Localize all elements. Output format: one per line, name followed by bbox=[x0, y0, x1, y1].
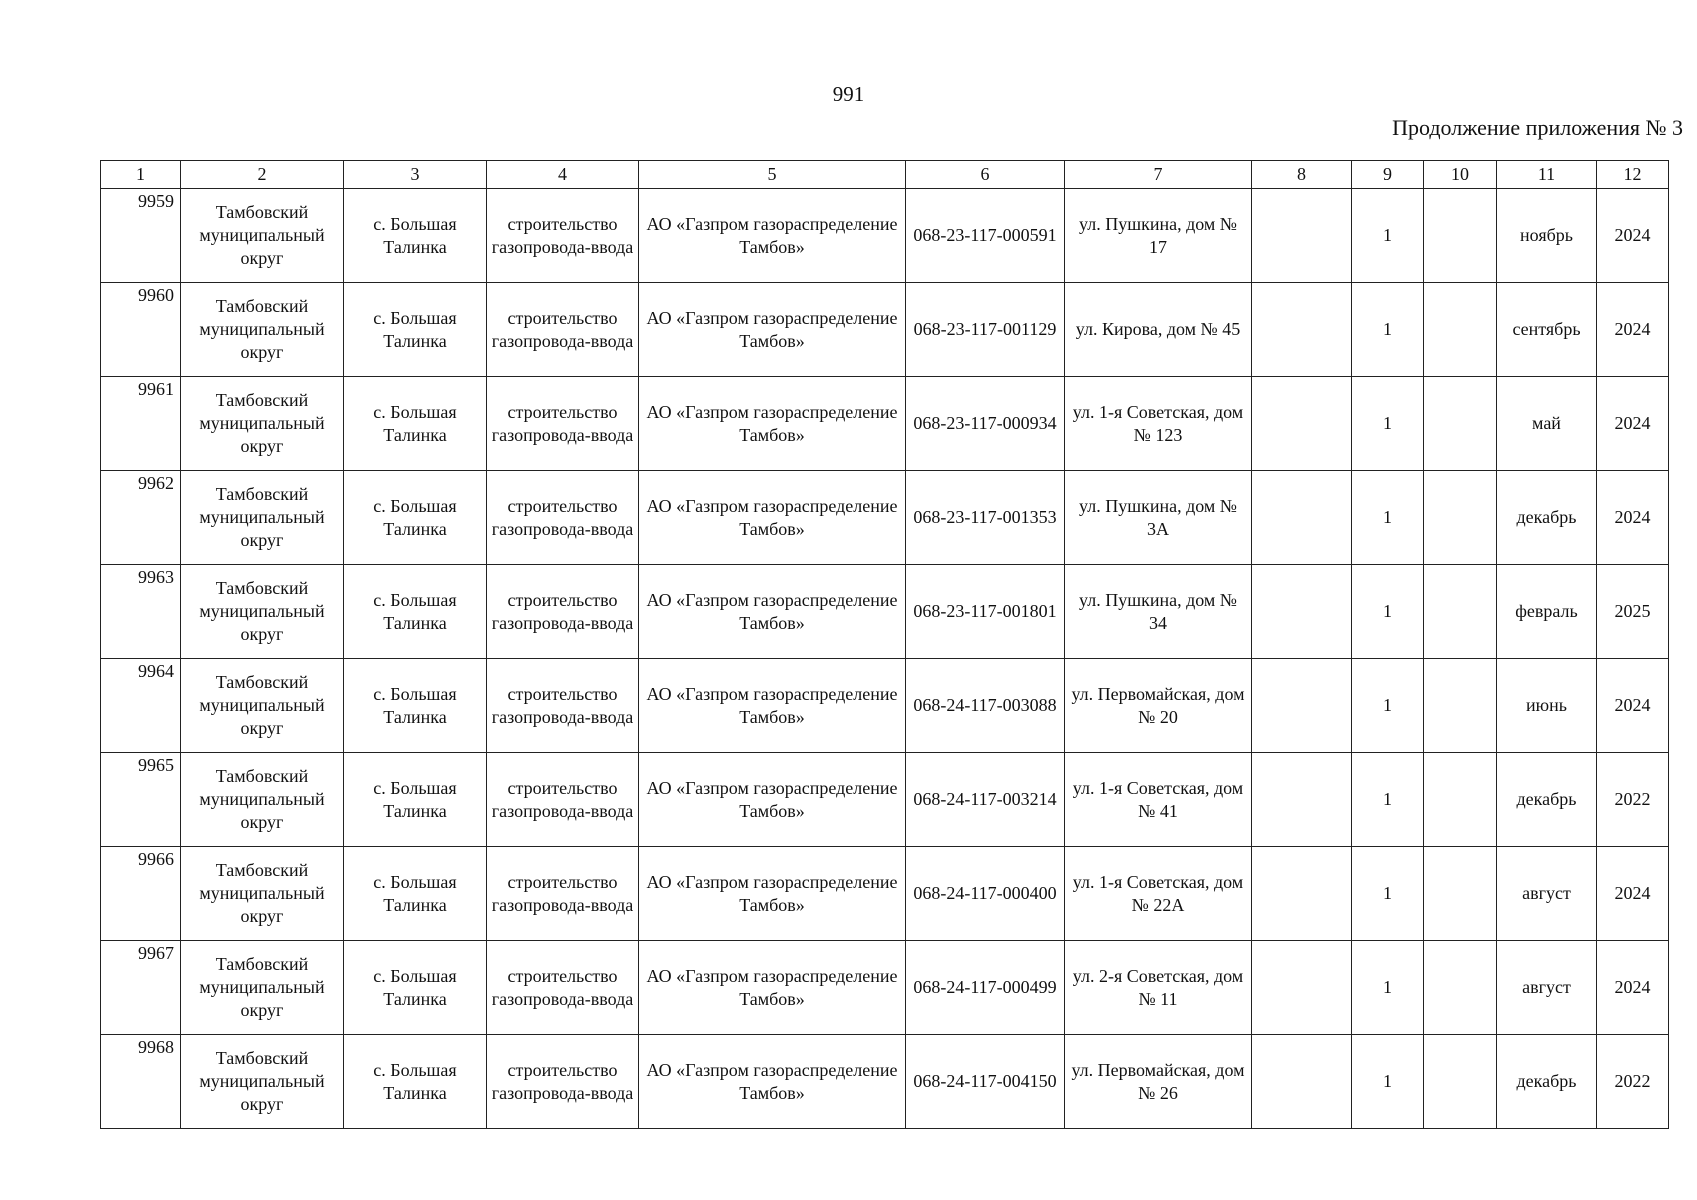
column-9-cell: 1 bbox=[1352, 471, 1424, 565]
code-cell: 068-24-117-004150 bbox=[906, 1035, 1065, 1129]
column-8-cell bbox=[1252, 377, 1352, 471]
column-number-3: 3 bbox=[344, 161, 487, 189]
table-row bbox=[101, 847, 1669, 941]
row-number: 9968 bbox=[101, 1035, 181, 1129]
table-header bbox=[101, 161, 1669, 189]
settlement-cell: с. Большая Талинка bbox=[344, 847, 487, 941]
code-cell: 068-23-117-000591 bbox=[906, 189, 1065, 283]
work-type-cell: строительство газопровода-ввода bbox=[487, 1035, 639, 1129]
column-10-cell bbox=[1424, 941, 1497, 1035]
row-number: 9964 bbox=[101, 659, 181, 753]
registry-table bbox=[100, 160, 1669, 1129]
code-cell: 068-24-117-003214 bbox=[906, 753, 1065, 847]
row-number: 9960 bbox=[101, 283, 181, 377]
table-row bbox=[101, 753, 1669, 847]
column-10-cell bbox=[1424, 1035, 1497, 1129]
address-cell: ул. Пушкина, дом № 3А bbox=[1065, 471, 1252, 565]
work-type-cell: строительство газопровода-ввода bbox=[487, 565, 639, 659]
column-10-cell bbox=[1424, 471, 1497, 565]
column-10-cell bbox=[1424, 565, 1497, 659]
column-10-cell bbox=[1424, 753, 1497, 847]
year-cell: 2024 bbox=[1597, 283, 1669, 377]
district-cell: Тамбовский муниципальный округ bbox=[181, 659, 344, 753]
settlement-cell: с. Большая Талинка bbox=[344, 471, 487, 565]
column-number-10: 10 bbox=[1424, 161, 1497, 189]
column-number-12: 12 bbox=[1597, 161, 1669, 189]
row-number: 9961 bbox=[101, 377, 181, 471]
address-cell: ул. 1-я Советская, дом № 41 bbox=[1065, 753, 1252, 847]
month-cell: февраль bbox=[1497, 565, 1597, 659]
table-row bbox=[101, 941, 1669, 1035]
district-cell: Тамбовский муниципальный округ bbox=[181, 753, 344, 847]
year-cell: 2022 bbox=[1597, 753, 1669, 847]
month-cell: ноябрь bbox=[1497, 189, 1597, 283]
year-cell: 2025 bbox=[1597, 565, 1669, 659]
row-number: 9959 bbox=[101, 189, 181, 283]
year-cell: 2024 bbox=[1597, 471, 1669, 565]
work-type-cell: строительство газопровода-ввода bbox=[487, 189, 639, 283]
code-cell: 068-23-117-001801 bbox=[906, 565, 1065, 659]
settlement-cell: с. Большая Талинка bbox=[344, 283, 487, 377]
organization-cell: АО «Газпром газораспределение Тамбов» bbox=[639, 1035, 906, 1129]
column-number-5: 5 bbox=[639, 161, 906, 189]
address-cell: ул. 1-я Советская, дом № 123 bbox=[1065, 377, 1252, 471]
row-number: 9962 bbox=[101, 471, 181, 565]
column-number-2: 2 bbox=[181, 161, 344, 189]
work-type-cell: строительство газопровода-ввода bbox=[487, 659, 639, 753]
column-number-4: 4 bbox=[487, 161, 639, 189]
work-type-cell: строительство газопровода-ввода bbox=[487, 847, 639, 941]
table-row bbox=[101, 471, 1669, 565]
column-number-9: 9 bbox=[1352, 161, 1424, 189]
district-cell: Тамбовский муниципальный округ bbox=[181, 471, 344, 565]
district-cell: Тамбовский муниципальный округ bbox=[181, 941, 344, 1035]
organization-cell: АО «Газпром газораспределение Тамбов» bbox=[639, 377, 906, 471]
organization-cell: АО «Газпром газораспределение Тамбов» bbox=[639, 753, 906, 847]
address-cell: ул. Пушкина, дом № 17 bbox=[1065, 189, 1252, 283]
year-cell: 2022 bbox=[1597, 1035, 1669, 1129]
column-9-cell: 1 bbox=[1352, 189, 1424, 283]
column-9-cell: 1 bbox=[1352, 941, 1424, 1035]
code-cell: 068-23-117-001353 bbox=[906, 471, 1065, 565]
row-number: 9965 bbox=[101, 753, 181, 847]
table-row bbox=[101, 377, 1669, 471]
district-cell: Тамбовский муниципальный округ bbox=[181, 283, 344, 377]
column-9-cell: 1 bbox=[1352, 753, 1424, 847]
year-cell: 2024 bbox=[1597, 189, 1669, 283]
work-type-cell: строительство газопровода-ввода bbox=[487, 377, 639, 471]
column-9-cell: 1 bbox=[1352, 283, 1424, 377]
work-type-cell: строительство газопровода-ввода bbox=[487, 941, 639, 1035]
column-9-cell: 1 bbox=[1352, 377, 1424, 471]
settlement-cell: с. Большая Талинка bbox=[344, 1035, 487, 1129]
organization-cell: АО «Газпром газораспределение Тамбов» bbox=[639, 941, 906, 1035]
work-type-cell: строительство газопровода-ввода bbox=[487, 283, 639, 377]
column-10-cell bbox=[1424, 659, 1497, 753]
work-type-cell: строительство газопровода-ввода bbox=[487, 753, 639, 847]
month-cell: сентябрь bbox=[1497, 283, 1597, 377]
year-cell: 2024 bbox=[1597, 847, 1669, 941]
address-cell: ул. Первомайская, дом № 20 bbox=[1065, 659, 1252, 753]
month-cell: декабрь bbox=[1497, 471, 1597, 565]
year-cell: 2024 bbox=[1597, 941, 1669, 1035]
column-10-cell bbox=[1424, 189, 1497, 283]
code-cell: 068-24-117-003088 bbox=[906, 659, 1065, 753]
district-cell: Тамбовский муниципальный округ bbox=[181, 1035, 344, 1129]
district-cell: Тамбовский муниципальный округ bbox=[181, 565, 344, 659]
code-cell: 068-23-117-000934 bbox=[906, 377, 1065, 471]
work-type-cell: строительство газопровода-ввода bbox=[487, 471, 639, 565]
column-number-6: 6 bbox=[906, 161, 1065, 189]
appendix-continuation-note: Продолжение приложения № 3 bbox=[1392, 115, 1683, 140]
district-cell: Тамбовский муниципальный округ bbox=[181, 377, 344, 471]
column-8-cell bbox=[1252, 941, 1352, 1035]
table-row bbox=[101, 565, 1669, 659]
row-number: 9967 bbox=[101, 941, 181, 1035]
settlement-cell: с. Большая Талинка bbox=[344, 565, 487, 659]
organization-cell: АО «Газпром газораспределение Тамбов» bbox=[639, 283, 906, 377]
column-8-cell bbox=[1252, 471, 1352, 565]
column-number-1: 1 bbox=[101, 161, 181, 189]
column-8-cell bbox=[1252, 1035, 1352, 1129]
column-number-7: 7 bbox=[1065, 161, 1252, 189]
year-cell: 2024 bbox=[1597, 377, 1669, 471]
organization-cell: АО «Газпром газораспределение Тамбов» bbox=[639, 659, 906, 753]
column-9-cell: 1 bbox=[1352, 1035, 1424, 1129]
table-body bbox=[101, 189, 1669, 1129]
column-8-cell bbox=[1252, 847, 1352, 941]
organization-cell: АО «Газпром газораспределение Тамбов» bbox=[639, 471, 906, 565]
column-10-cell bbox=[1424, 847, 1497, 941]
district-cell: Тамбовский муниципальный округ bbox=[181, 847, 344, 941]
organization-cell: АО «Газпром газораспределение Тамбов» bbox=[639, 847, 906, 941]
column-10-cell bbox=[1424, 377, 1497, 471]
column-9-cell: 1 bbox=[1352, 659, 1424, 753]
table-row bbox=[101, 1035, 1669, 1129]
code-cell: 068-23-117-001129 bbox=[906, 283, 1065, 377]
year-cell: 2024 bbox=[1597, 659, 1669, 753]
settlement-cell: с. Большая Талинка bbox=[344, 659, 487, 753]
table-row bbox=[101, 283, 1669, 377]
month-cell: август bbox=[1497, 941, 1597, 1035]
organization-cell: АО «Газпром газораспределение Тамбов» bbox=[639, 189, 906, 283]
address-cell: ул. Пушкина, дом № 34 bbox=[1065, 565, 1252, 659]
column-10-cell bbox=[1424, 283, 1497, 377]
address-cell: ул. Кирова, дом № 45 bbox=[1065, 283, 1252, 377]
page-number: 991 bbox=[832, 82, 865, 106]
column-number-8: 8 bbox=[1252, 161, 1352, 189]
organization-cell: АО «Газпром газораспределение Тамбов» bbox=[639, 565, 906, 659]
column-number-11: 11 bbox=[1497, 161, 1597, 189]
address-cell: ул. 2-я Советская, дом № 11 bbox=[1065, 941, 1252, 1035]
column-8-cell bbox=[1252, 659, 1352, 753]
month-cell: июнь bbox=[1497, 659, 1597, 753]
address-cell: ул. Первомайская, дом № 26 bbox=[1065, 1035, 1252, 1129]
column-8-cell bbox=[1252, 565, 1352, 659]
settlement-cell: с. Большая Талинка bbox=[344, 941, 487, 1035]
month-cell: май bbox=[1497, 377, 1597, 471]
column-8-cell bbox=[1252, 283, 1352, 377]
row-number: 9966 bbox=[101, 847, 181, 941]
column-9-cell: 1 bbox=[1352, 565, 1424, 659]
district-cell: Тамбовский муниципальный округ bbox=[181, 189, 344, 283]
code-cell: 068-24-117-000499 bbox=[906, 941, 1065, 1035]
month-cell: декабрь bbox=[1497, 753, 1597, 847]
column-8-cell bbox=[1252, 753, 1352, 847]
row-number: 9963 bbox=[101, 565, 181, 659]
table-row bbox=[101, 659, 1669, 753]
column-8-cell bbox=[1252, 189, 1352, 283]
column-9-cell: 1 bbox=[1352, 847, 1424, 941]
settlement-cell: с. Большая Талинка bbox=[344, 753, 487, 847]
address-cell: ул. 1-я Советская, дом № 22А bbox=[1065, 847, 1252, 941]
settlement-cell: с. Большая Талинка bbox=[344, 377, 487, 471]
code-cell: 068-24-117-000400 bbox=[906, 847, 1065, 941]
month-cell: август bbox=[1497, 847, 1597, 941]
settlement-cell: с. Большая Талинка bbox=[344, 189, 487, 283]
header-row bbox=[101, 161, 1669, 189]
table-row bbox=[101, 189, 1669, 283]
month-cell: декабрь bbox=[1497, 1035, 1597, 1129]
